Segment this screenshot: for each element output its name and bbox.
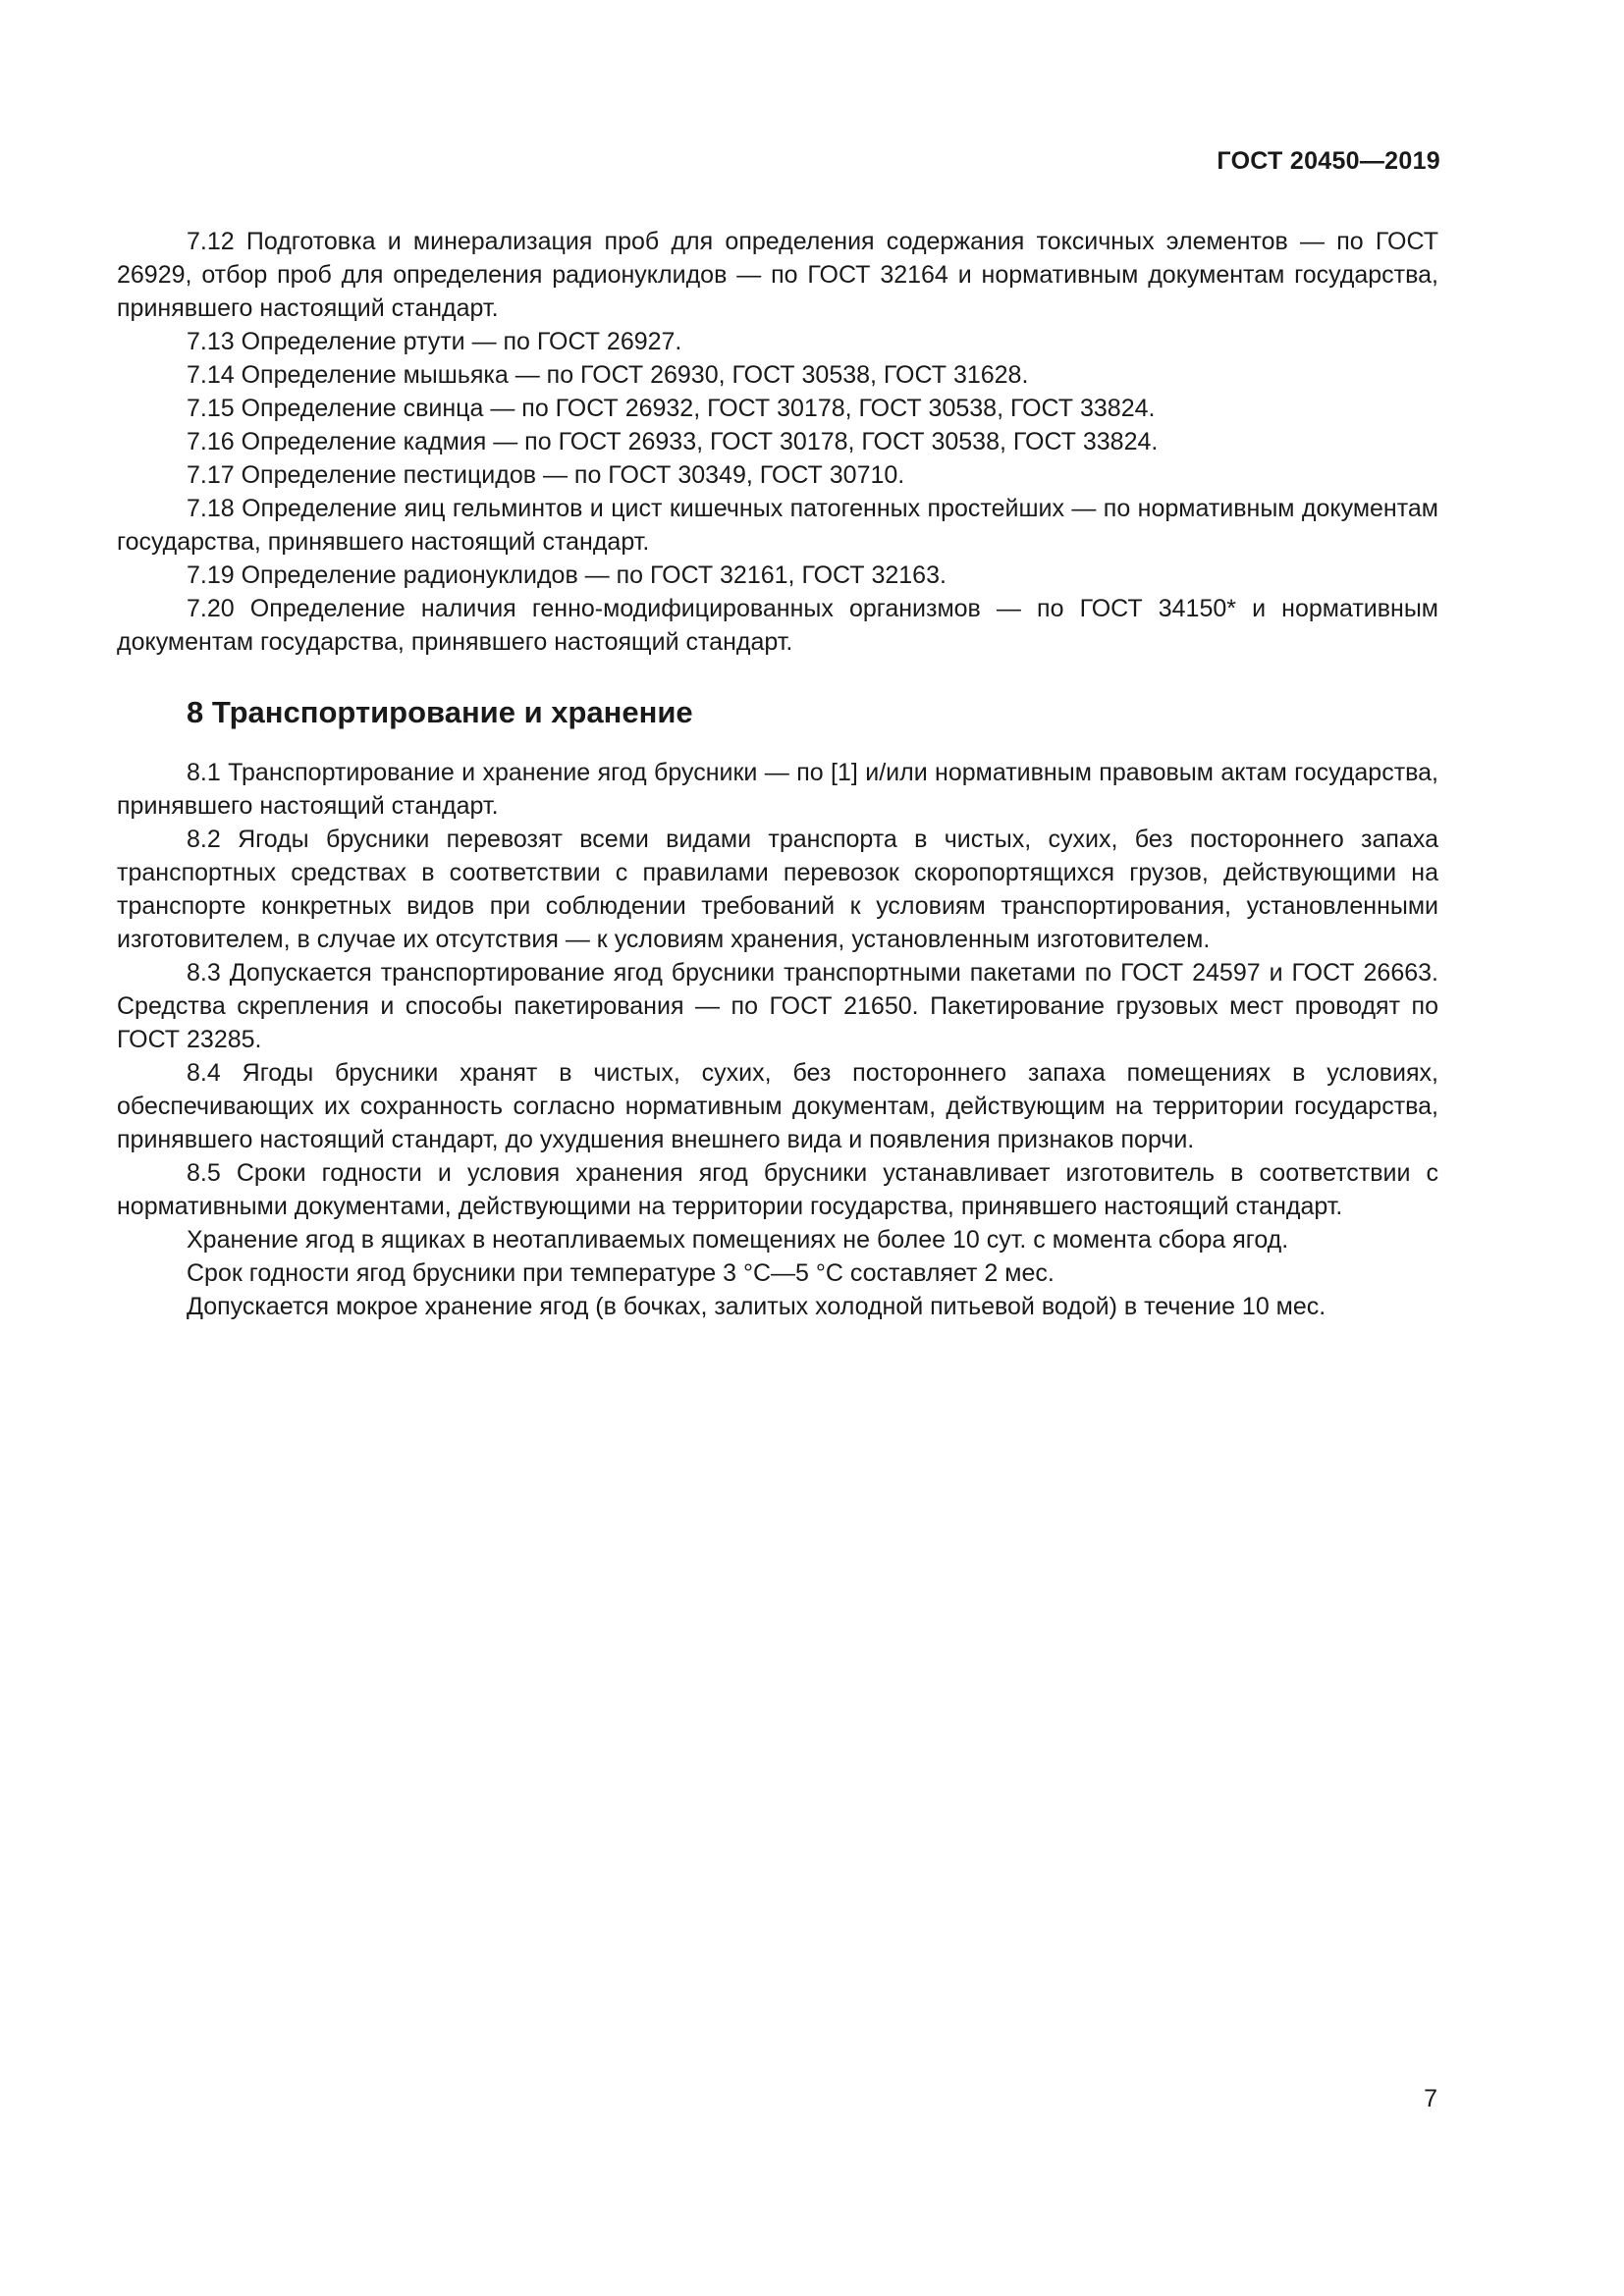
page-content	[117, 225, 1438, 1323]
page-number: 7	[1424, 2085, 1437, 2112]
document-header: ГОСТ 20450—2019	[1217, 147, 1440, 175]
paragraph-8-4: 8.4 Ягоды брусники хранят в чистых, сухих, без постороннего запаха помещениях в условиях, обеспечивающих их сохранность согласно нормативным документам, действующим на территории государства, принявшего настоящий стандарт, до ухудшения внешнего вида и появления признаков порчи.	[117, 1059, 1438, 1153]
paragraph-8-3: 8.3 Допускается транспортирование ягод брусники транспортными пакетами по ГОСТ 24597 и ГОСТ 26663. Средства скрепления и способы пакетирования — по ГОСТ 21650. Пакетирование грузовых мест проводят по ГОСТ 23285.	[117, 959, 1438, 1053]
paragraph-7-19: 7.19 Определение радионуклидов — по ГОСТ 32161, ГОСТ 32163.	[187, 561, 947, 589]
paragraph-8-5: 8.5 Сроки годности и условия хранения ягод брусники устанавливает изготовитель в соответствии с нормативными документами, действующими на территории государства, принявшего настоящий стандарт.	[117, 1159, 1438, 1220]
paragraph-7-18: 7.18 Определение яиц гельминтов и цист кишечных патогенных простейших — по нормативным документам государства, принявшего настоящий стандарт.	[117, 495, 1438, 556]
paragraph-7-14: 7.14 Определение мышьяка — по ГОСТ 26930, ГОСТ 30538, ГОСТ 31628.	[187, 361, 1029, 389]
paragraph-storage-boxes: Хранение ягод в ящиках в неотапливаемых помещениях не более 10 сут. с момента сбора ягод.	[187, 1226, 1289, 1254]
paragraph-7-20: 7.20 Определение наличия генно-модифицированных организмов — по ГОСТ 34150* и нормативным документам государства, принявшего настоящий стандарт.	[117, 595, 1438, 656]
section-heading: 8 Транспортирование и хранение	[187, 695, 693, 729]
paragraph-7-12: 7.12 Подготовка и минерализация проб для определения содержания токсичных элементов — по ГОСТ 26929, отбор проб для определения радионуклидов — по ГОСТ 32164 и нормативным документам государства, принявшего настоящий стандарт.	[117, 228, 1438, 322]
paragraph-wet-storage: Допускается мокрое хранение ягод (в бочках, залитых холодной питьевой водой) в течение 10 мес.	[187, 1293, 1326, 1320]
paragraph-8-2: 8.2 Ягоды брусники перевозят всеми видами транспорта в чистых, сухих, без постороннего запаха транспортных средствах в соответствии с правилами перевозок скоропортящихся грузов, действующими на транспорте конкретных видов при соблюдении требований к условиям транспортирования, установленными изготовителем, в случае их отсутствия — к условиям хранения, установленным изготовителем.	[117, 826, 1438, 953]
paragraph-7-16: 7.16 Определение кадмия — по ГОСТ 26933, ГОСТ 30178, ГОСТ 30538, ГОСТ 33824.	[187, 428, 1159, 455]
paragraph-shelf-life: Срок годности ягод брусники при температуре 3 °С—5 °С составляет 2 мес.	[187, 1259, 1055, 1287]
paragraph-8-1: 8.1 Транспортирование и хранение ягод брусники — по [1] и/или нормативным правовым актам государства, принявшего настоящий стандарт.	[117, 759, 1438, 820]
paragraph-7-15: 7.15 Определение свинца — по ГОСТ 26932, ГОСТ 30178, ГОСТ 30538, ГОСТ 33824.	[187, 395, 1156, 422]
paragraph-7-13: 7.13 Определение ртути — по ГОСТ 26927.	[187, 328, 682, 355]
paragraph-7-17: 7.17 Определение пестицидов — по ГОСТ 30349, ГОСТ 30710.	[187, 461, 905, 489]
